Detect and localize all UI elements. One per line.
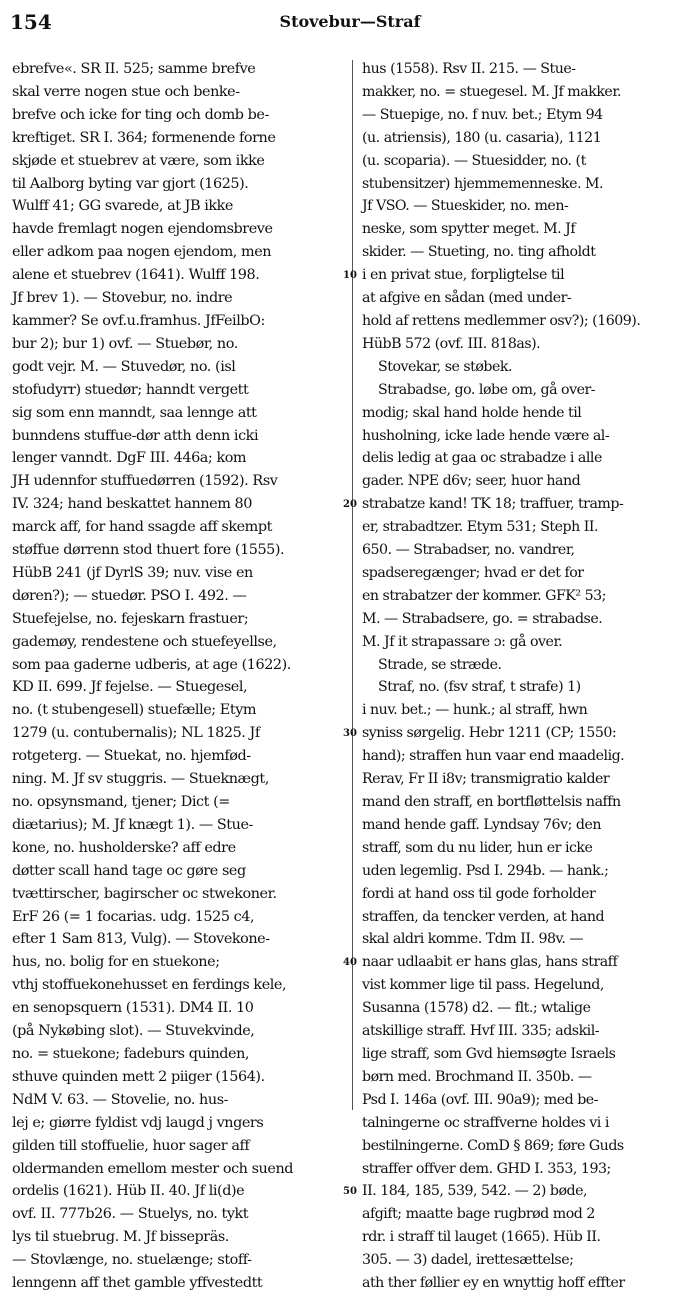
text-line: fordi at hand oss til gode forholder xyxy=(362,885,596,902)
text-line: strabatze kand! TK 18; traffuer, tramp- xyxy=(362,496,624,513)
text-line: vist kommer lige til pass. Hegelund, xyxy=(362,977,604,994)
margin-line-number: 50 xyxy=(343,1186,357,1198)
text-line: til Aalborg byting var gjort (1625). xyxy=(12,175,249,192)
text-line: no. (t stubengesell) stuefælle; Etym xyxy=(12,702,257,719)
text-line: skal aldri komme. Tdm II. 98v. — xyxy=(362,931,584,948)
text-line: makker, no. = stuegesel. M. Jf makker. xyxy=(362,83,622,100)
running-head: Stovebur—Straf xyxy=(279,12,421,31)
text-line: som paa gaderne udberis, at age (1622). xyxy=(12,656,291,673)
text-line: sthuve quinden mett 2 piiger (1564). xyxy=(12,1068,265,1085)
text-line: syniss sørgelig. Hebr 1211 (CP; 1550: xyxy=(362,725,617,742)
text-line: II. 184, 185, 539, 542. — 2) bøde, xyxy=(362,1183,588,1200)
text-line: hand); straffen hun vaar end maadelig. xyxy=(362,748,625,765)
text-line: stubensitzer) hjemmemenneske. M. xyxy=(362,175,604,192)
margin-line-number: 20 xyxy=(343,499,357,511)
text-line: mand den straff, en bortfløttelsis naffn xyxy=(362,794,621,810)
text-line: 305. — 3) dadel, irettesættelse; xyxy=(362,1252,574,1269)
text-line: bunndens stuffue-dør atth denn icki xyxy=(12,427,259,444)
text-line: Susanna (1578) d2. — flt.; wtalige xyxy=(362,1000,591,1017)
text-line: skider. — Stueting, no. ting afholdt xyxy=(362,244,596,261)
text-line: modig; skal hand holde hende til xyxy=(362,404,582,421)
text-line: bur 2); bur 1) ovf. — Stuebør, no. xyxy=(12,335,238,352)
text-line: skjøde et stuebrev at være, som ikke xyxy=(12,152,265,169)
text-line: Straf, no. (fsv straf, t strafe) 1) xyxy=(362,679,581,696)
text-line: HübB 572 (ovf. III. 818as). xyxy=(362,335,541,352)
left-column xyxy=(12,58,348,1295)
text-line: kammer? Se ovf.u.framhus. JfFeilbO: xyxy=(12,312,265,329)
text-line: godt vejr. M. — Stuvedør, no. (isl xyxy=(12,358,236,375)
text-line: afgift; maatte bage rugbrød mod 2 xyxy=(362,1206,595,1223)
text-line: atskillige straff. Hvf III. 335; adskil- xyxy=(362,1023,600,1040)
text-line: gademøy, rendestene och stuefeyellse, xyxy=(12,633,277,650)
text-line: ebrefve«. SR II. 525; samme brefve xyxy=(12,61,256,77)
text-line: stofudyrr) stuedør; hanndt vergett xyxy=(12,381,249,398)
text-line: en senopsquern (1531). DM4 II. 10 xyxy=(12,1000,254,1017)
text-line: NdM V. 63. — Stovelie, no. hus- xyxy=(12,1091,229,1108)
text-line: talningerne oc straffverne holdes vi i xyxy=(362,1114,609,1131)
text-line: Strade, se stræde. xyxy=(362,656,502,673)
text-line: ErF 26 (= 1 focarias. udg. 1525 c4, xyxy=(12,908,255,925)
text-line: no. opsynsmand, tjener; Dict (= xyxy=(12,794,230,810)
right-column xyxy=(362,58,692,1295)
text-line: en strabatzer der kommer. GFK² 53; xyxy=(362,587,606,604)
text-line: ath ther føllier ey en wnyttig hoff effter xyxy=(362,1275,625,1292)
text-line: uden legemlig. Psd I. 294b. — hank.; xyxy=(362,862,609,879)
text-line: IV. 324; hand beskattet hannem 80 xyxy=(12,496,252,513)
text-line: ovf. II. 777b26. — Stuelys, no. tykt xyxy=(12,1206,249,1223)
text-line: Stuefejelse, no. fejeskarn frastuer; xyxy=(12,610,249,627)
text-line: delis ledig at gaa oc strabadze i alle xyxy=(362,450,602,467)
text-line: eller adkom paa nogen ejendom, men xyxy=(12,244,272,261)
text-line: bestilningerne. ComD § 869; føre Guds xyxy=(362,1137,624,1154)
text-line: spadseregænger; hvad er det for xyxy=(362,564,584,581)
text-line: skal verre nogen stue och benke- xyxy=(12,83,240,100)
text-line: Wulff 41; GG svarede, at JB ikke xyxy=(12,198,233,215)
text-line: Stovekar, se støbek. xyxy=(362,358,513,375)
text-line: lej e; giørre fyldist vdj laugd j vngers xyxy=(12,1114,264,1131)
text-line: KD II. 699. Jf fejelse. — Stuegesel, xyxy=(12,679,248,696)
text-line: er, strabadtzer. Etym 531; Steph II. xyxy=(362,519,598,536)
text-line: rotgeterg. — Stuekat, no. hjemfød- xyxy=(12,748,251,765)
text-line: vthj stoffuekonehusset en ferdings kele, xyxy=(12,977,287,994)
text-line: neske, som spytter meget. M. Jf xyxy=(362,221,576,238)
text-line: (på Nykøbing slot). — Stuvekvinde, xyxy=(12,1023,255,1040)
text-line: hus, no. bolig for en stuekone; xyxy=(12,954,220,971)
text-line: rdr. i straff til lauget (1665). Hüb II. xyxy=(362,1229,601,1246)
margin-line-number: 10 xyxy=(343,270,357,282)
text-line: — Stovlænge, no. stuelænge; stoff- xyxy=(12,1252,252,1269)
text-line: straffer offver dem. GHD I. 353, 193; xyxy=(362,1160,611,1177)
text-line: børn med. Brochmand II. 350b. — xyxy=(362,1068,592,1085)
margin-line-number: 30 xyxy=(343,728,357,740)
text-line: Jf VSO. — Stueskider, no. men- xyxy=(362,198,569,215)
text-line: i en privat stue, forpligtelse til xyxy=(362,267,565,284)
text-line: gader. NPE d6v; seer, huor hand xyxy=(362,473,581,490)
text-line: ordelis (1621). Hüb II. 40. Jf li(d)e xyxy=(12,1183,245,1200)
text-line: lenngenn aff thet gamble yffvestedtt xyxy=(12,1275,263,1292)
text-line: mand hende gaff. Lyndsay 76v; den xyxy=(362,816,601,833)
text-line: støffue dørrenn stod thuert fore (1555). xyxy=(12,542,285,559)
text-line: no. = stuekone; fadeburs quinden, xyxy=(12,1045,250,1062)
text-line: sig som enn manndt, saa lennge att xyxy=(12,404,257,421)
text-line: at afgive en sådan (med under- xyxy=(362,290,572,307)
text-line: lenger vanndt. DgF III. 446a; kom xyxy=(12,450,247,467)
text-line: M. Jf it strapassare ɔ: gå over. xyxy=(362,633,563,650)
text-line: (u. atriensis), 180 (u. casaria), 1121 xyxy=(362,129,602,146)
text-line: 650. — Strabadser, no. vandrer, xyxy=(362,542,575,559)
text-line: døtter scall hand tage oc gøre seg xyxy=(12,862,246,879)
text-line: Strabadse, go. løbe om, gå over- xyxy=(362,381,596,398)
text-line: 1279 (u. contubernalis); NL 1825. Jf xyxy=(12,725,260,742)
text-line: kone, no. husholderske? aff edre xyxy=(12,839,236,856)
text-line: hus (1558). Rsv II. 215. — Stue- xyxy=(362,61,576,77)
page-number: 154 xyxy=(10,10,52,34)
text-line: lys til stuebrug. M. Jf bissepräs. xyxy=(12,1229,229,1246)
text-line: Jf brev 1). — Stovebur, no. indre xyxy=(12,290,233,307)
text-line: naar udlaabit er hans glas, hans straff xyxy=(362,954,618,971)
text-line: ning. M. Jf sv stuggris. — Stueknægt, xyxy=(12,771,269,788)
text-line: Psd I. 146a (ovf. III. 90a9); med be- xyxy=(362,1091,598,1108)
text-line: efter 1 Sam 813, Vulg). — Stovekone- xyxy=(12,931,270,948)
text-line: straffen, da tencker verden, at hand xyxy=(362,908,605,925)
column-divider xyxy=(352,60,353,1110)
text-line: — Stuepige, no. f nuv. bet.; Etym 94 xyxy=(362,106,603,123)
text-line: kreftiget. SR I. 364; formenende forne xyxy=(12,129,276,146)
text-line: (u. scoparia). — Stuesidder, no. (t xyxy=(362,152,586,169)
text-line: JH udennfor stuffuedørren (1592). Rsv xyxy=(12,473,278,490)
margin-line-number: 40 xyxy=(343,957,357,969)
text-line: marck aff, for hand ssagde aff skempt xyxy=(12,519,272,536)
text-line: tvættirscher, bagirscher oc stwekoner. xyxy=(12,885,277,902)
text-line: alene et stuebrev (1641). Wulff 198. xyxy=(12,267,260,284)
text-line: gilden till stoffuelie, huor sager aff xyxy=(12,1137,250,1154)
text-line: straff, som du nu lider, hun er icke xyxy=(362,839,593,856)
text-line: M. — Strabadsere, go. = strabadse. xyxy=(362,610,603,627)
text-line: husholning, icke lade hende være al- xyxy=(362,427,610,444)
text-line: døren?); — stuedør. PSO I. 492. — xyxy=(12,587,247,604)
text-line: HübB 241 (jf DyrlS 39; nuv. vise en xyxy=(12,564,253,581)
text-line: oldermanden emellom mester och suend xyxy=(12,1160,294,1177)
page-header xyxy=(10,6,690,36)
text-line: Rerav, Fr II i8v; transmigratio kalder xyxy=(362,771,610,788)
text-line: havde fremlagt nogen ejendomsbreve xyxy=(12,221,273,238)
text-line: lige straff, som Gvd hiemsøgte Israels xyxy=(362,1045,616,1062)
text-line: diætarius); M. Jf knægt 1). — Stue- xyxy=(12,816,253,833)
text-line: hold af rettens medlemmer osv?); (1609). xyxy=(362,312,641,329)
text-line: brefve och icke for ting och domb be- xyxy=(12,106,269,123)
text-line: i nuv. bet.; — hunk.; al straff, hwn xyxy=(362,702,588,719)
